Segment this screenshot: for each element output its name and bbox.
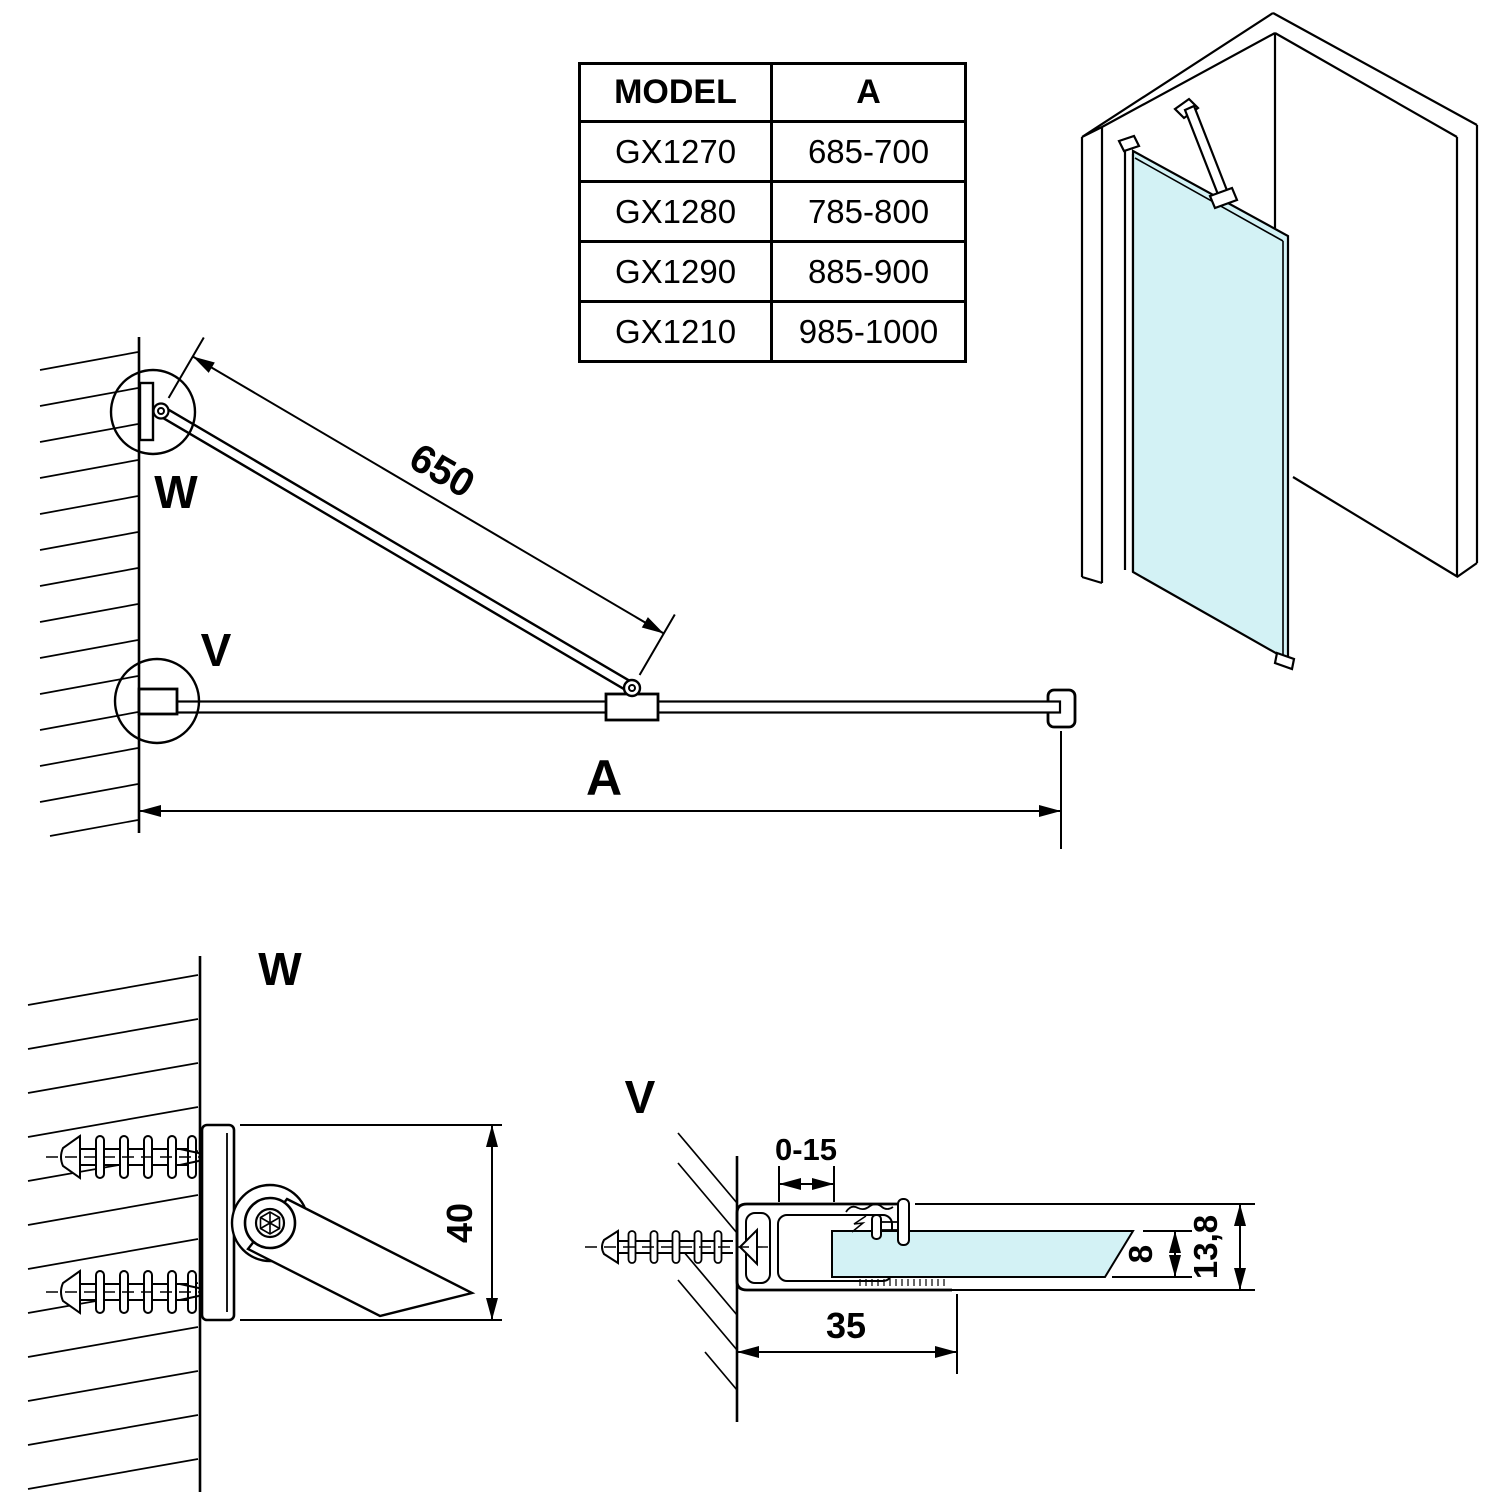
wall-anchor: [585, 1230, 770, 1264]
a-cell: 985-1000: [772, 302, 966, 362]
wall-hatch: [28, 975, 198, 1489]
model-cell: GX1270: [580, 122, 772, 182]
size-table-header-model: MODEL: [580, 64, 772, 122]
detail-v-title: V: [624, 1071, 656, 1123]
wall-hatch: [40, 352, 138, 836]
a-cell: 785-800: [772, 182, 966, 242]
wall-anchor: [46, 1136, 217, 1178]
detail-v-view: [585, 1071, 1255, 1422]
elevation-view: [40, 337, 1075, 849]
dimension-650: [169, 338, 675, 676]
glass-wall-profile: [1125, 149, 1133, 572]
a-cell: 885-900: [772, 242, 966, 302]
model-cell: GX1290: [580, 242, 772, 302]
extension-lines: [169, 338, 675, 676]
wall-anchor: [46, 1271, 217, 1313]
dim-40-label: 40: [439, 1202, 480, 1244]
callout-v-label: V: [200, 624, 232, 676]
dimension-line: [193, 357, 664, 634]
dim-650-label: 650: [402, 435, 482, 507]
detail-w-view: [28, 943, 502, 1492]
size-table-header-a: A: [772, 64, 966, 122]
bracket-plate: [202, 1125, 234, 1320]
wall-hatch: [678, 1133, 737, 1390]
bar-connector-block: [606, 694, 658, 720]
model-cell: GX1280: [580, 182, 772, 242]
isometric-view: [1082, 13, 1477, 669]
wall-bracket-v: [139, 689, 177, 714]
glass-foot: [1275, 653, 1294, 669]
a-cell: 685-700: [772, 122, 966, 182]
dimension-0-15: [779, 1166, 834, 1202]
glass-panel: [1133, 151, 1288, 660]
dim-35-label: 35: [825, 1305, 867, 1346]
profile-top-cap: [1119, 136, 1139, 151]
wall-bracket-w-plate: [140, 383, 153, 440]
callout-w-label: W: [154, 466, 198, 518]
model-cell: GX1210: [580, 302, 772, 362]
serration: [860, 1279, 944, 1286]
dim-8-label: 8: [1122, 1244, 1159, 1264]
dim-a-label: A: [585, 750, 623, 806]
connector-pivot-hole: [629, 685, 635, 691]
dim-0-15-label: 0-15: [774, 1132, 838, 1167]
dim-13-8-label: 13,8: [1187, 1214, 1224, 1280]
detail-w-title: W: [258, 943, 302, 995]
w-pivot-hole: [158, 408, 164, 414]
